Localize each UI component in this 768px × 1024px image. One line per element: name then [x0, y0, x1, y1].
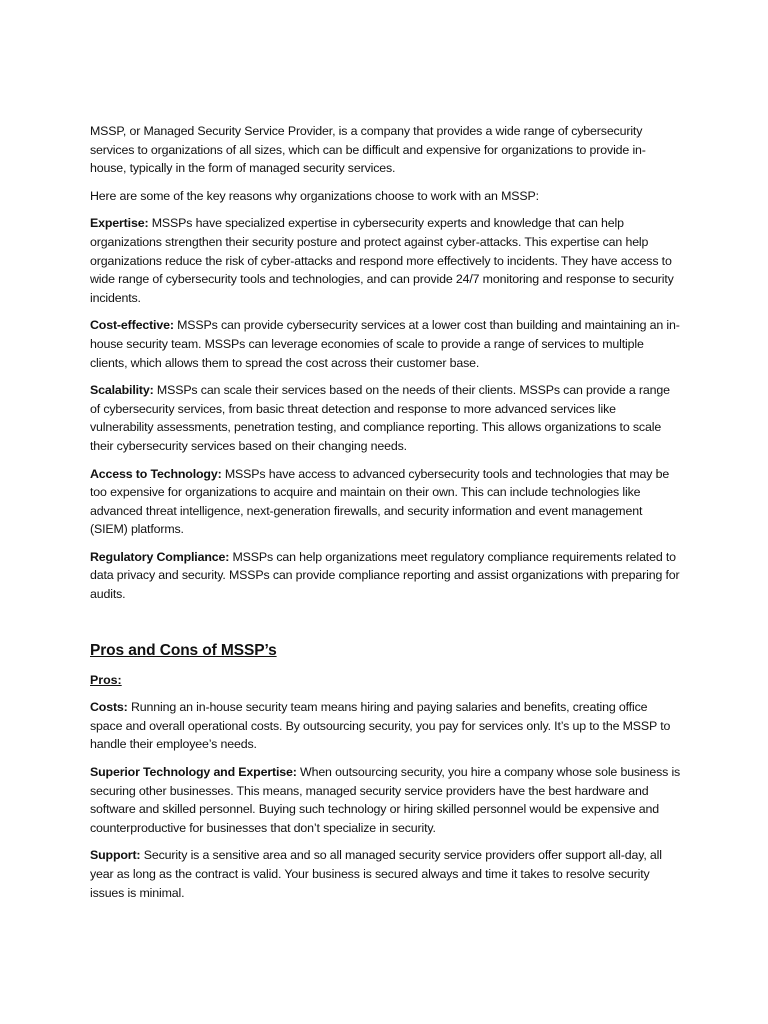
reason-term: Regulatory Compliance:	[90, 549, 230, 564]
pro-text: Running an in-house security team means hiring and paying salaries and benefits, creating office space and overall operational costs. By outsourcing security, you pay for services only. It’s up to the MSSP to handle their employee’s needs.	[90, 700, 671, 752]
reason-expertise	[90, 214, 682, 307]
pro-term: Costs:	[90, 700, 128, 715]
pro-text: When outsourcing security, you hire a company whose sole business is securing other businesses. This means, managed security service providers have the best hardware and software and skilled personnel. Buying such technology or hiring skilled personnel would be expensive and counterproductive for businesses that don’t specialize in security.	[90, 765, 681, 835]
pro-superior-technology	[90, 763, 682, 837]
reason-term: Expertise:	[90, 216, 149, 231]
pro-term: Superior Technology and Expertise:	[90, 765, 297, 780]
reason-text: MSSPs have access to advanced cybersecurity tools and technologies that may be too expensive for organizations to acquire and maintain on their own. This can include technologies like advanced threat intelligence, next-generation firewalls, and security information and event management (SIEM) platforms.	[90, 466, 670, 537]
document-page	[90, 122, 682, 911]
reason-term: Cost-effective:	[90, 318, 174, 333]
reason-access-to-technology	[90, 465, 682, 539]
reason-scalability	[90, 381, 682, 455]
reason-text: MSSPs can scale their services based on the needs of their clients. MSSPs can provide a range of cybersecurity services, from basic threat detection and response to more advanced services like vulnerability assessments, penetration testing, and compliance reporting. This allows organizations to scale their cybersecurity services based on their changing needs.	[90, 383, 670, 453]
section-heading: Pros and Cons of MSSP’s	[90, 641, 277, 659]
pro-text: Security is a sensitive area and so all managed security service providers offer support all-day, all year as long as the contract is valid. Your business is secured always and time it takes to resolve security issues is minimal.	[90, 848, 662, 900]
pro-term: Support:	[90, 848, 141, 863]
pro-support	[90, 846, 682, 902]
reason-term: Access to Technology:	[90, 466, 222, 481]
reason-cost-effective	[90, 316, 682, 372]
pro-costs	[90, 698, 682, 754]
intro-paragraph: MSSP, or Managed Security Service Provider, is a company that provides a wide range of cybersecurity services to organizations of all sizes, which can be difficult and expensive for organizations to provide in-house, typically in the form of managed security services.	[90, 124, 646, 176]
reason-regulatory-compliance	[90, 548, 682, 604]
reason-text: MSSPs have specialized expertise in cybersecurity experts and knowledge that can help organizations strengthen their security posture and protect against cyber-attacks. This expertise can help organizations reduce the risk of cyber-attacks and respond more effectively to incidents. They have access to wide range of cybersecurity tools and technologies, and can provide 24/7 monitoring and response to security incidents.	[90, 216, 674, 305]
reason-text: MSSPs can help organizations meet regulatory compliance requirements related to data privacy and security. MSSPs can provide compliance reporting and assist organizations with preparing for audits.	[90, 549, 680, 602]
lead-paragraph: Here are some of the key reasons why organizations choose to work with an MSSP:	[90, 188, 539, 203]
reason-term: Scalability:	[90, 383, 154, 398]
reason-text: MSSPs can provide cybersecurity services at a lower cost than building and maintaining an in-house security team. MSSPs can leverage economies of scale to provide a range of services to multiple clients, which allows them to spread the cost across their customer base.	[90, 318, 680, 370]
pros-heading: Pros:	[90, 672, 122, 687]
